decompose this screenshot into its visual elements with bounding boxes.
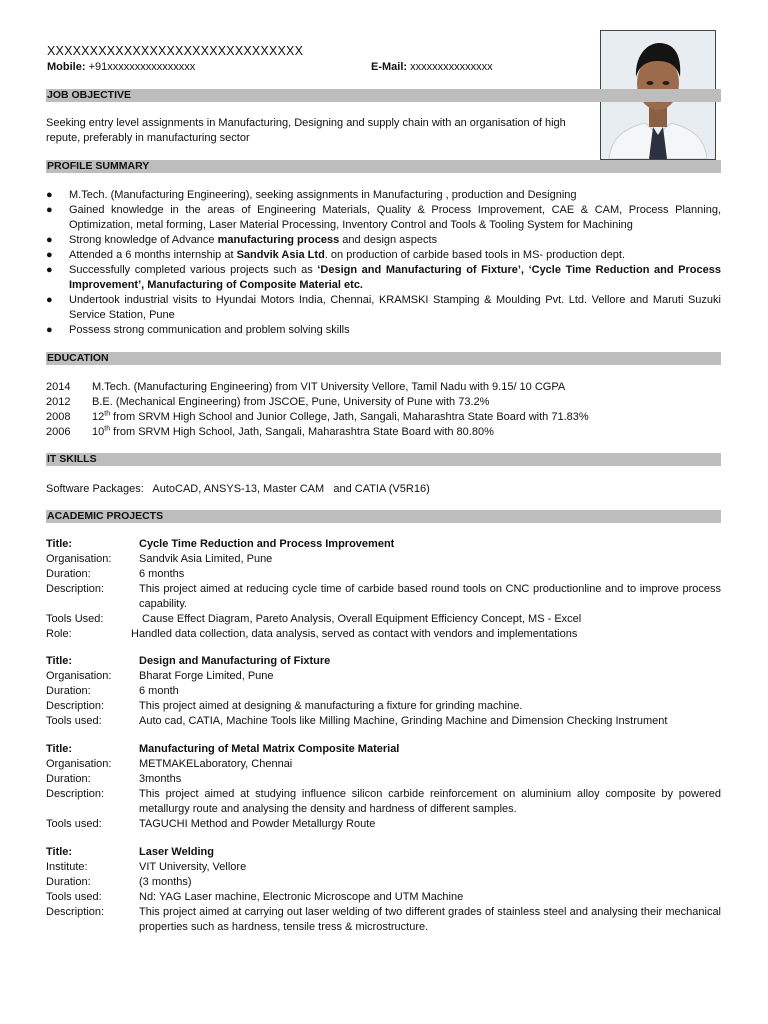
project-tools: TAGUCHI Method and Powder Metallurgy Route — [139, 818, 376, 830]
candidate-name: XXXXXXXXXXXXXXXXXXXXXXXXXXXXXX — [47, 44, 304, 58]
summary-item: ● Possess strong communication and problem solving skills — [46, 324, 350, 336]
education-year: 2012 — [46, 396, 71, 408]
project-title: Laser Welding — [139, 846, 214, 858]
project-title: Design and Manufacturing of Fixture — [139, 655, 331, 667]
project-duration: 3months — [139, 773, 182, 785]
bullet-icon: ● — [46, 294, 53, 306]
project-role: Handled data collection, data analysis, served as contact with vendors and implementations — [131, 628, 578, 640]
project-entry: Title: Design and Manufacturing of Fixture Organisation: Bharat Forge Limited, Pune Duration: 6 month Description: This project aimed at designing & manufacturing a fixture for grinding machine. Tools used: Auto cad, CATIA, Machine Tools like Milling Machine, Grinding Machine and Dimension Checking Instrument — [46, 654, 721, 729]
mobile-line — [47, 61, 195, 73]
project-duration: 6 months — [139, 568, 185, 580]
project-description: This project aimed at carrying out laser welding of two different grades of stainless steel and analysing their mechanical properties such as hardness, tensile tress & microstructure. — [139, 906, 721, 933]
email-line — [371, 61, 493, 73]
bullet-icon: ● — [46, 324, 53, 336]
education-year: 2014 — [46, 381, 71, 393]
education-detail: 12th from SRVM High School and Junior College, Jath, Sangali, Maharashtra State Board with 71.83% — [92, 410, 589, 423]
it-skills-heading: IT SKILLS — [46, 453, 721, 466]
project-organisation: Sandvik Asia Limited, Pune — [139, 553, 273, 565]
project-entry: Title: Manufacturing of Metal Matrix Composite Material Organisation: METMAKELaboratory, Chennai Duration: 3months Description: This project aimed at studying influence silicon carbide reinforcement on aluminium alloy composite by powered metallurgy route and analysing the density and hardness of different samples. Tools used: TAGUCHI Method and Powder Metallurgy Route — [46, 743, 721, 830]
bullet-icon: ● — [46, 204, 53, 216]
email-value: xxxxxxxxxxxxxxx — [410, 61, 493, 73]
project-tools: Auto cad, CATIA, Machine Tools like Milling Machine, Grinding Machine and Dimension Checking Instrument — [139, 715, 668, 727]
bullet-icon: ● — [46, 264, 53, 276]
summary-item: ● Strong knowledge of Advance manufacturing process and design aspects — [46, 234, 438, 246]
bullet-icon: ● — [46, 189, 53, 201]
project-description: This project aimed at reducing cycle time of carbide based round tools on CNC productionline and to improve process capability. — [139, 583, 721, 610]
project-description: This project aimed at designing & manufacturing a fixture for grinding machine. — [139, 700, 523, 712]
project-institute: VIT University, Vellore — [139, 861, 247, 873]
project-organisation: Bharat Forge Limited, Pune — [139, 670, 274, 682]
project-duration: (3 months) — [139, 876, 192, 888]
education-detail: M.Tech. (Manufacturing Engineering) from VIT University Vellore, Tamil Nadu with 9.15/ 10 CGPA — [92, 381, 566, 393]
summary-item: ● Successfully completed various projects such as ‘Design and Manufacturing of Fixture’, ‘Cycle Time Reduction and Process Improvement’, Manufacturing of Composite Material etc. — [46, 264, 721, 291]
summary-item: ● Attended a 6 months internship at Sandvik Asia Ltd. on production of carbide based tools in MS- production dept. — [46, 249, 626, 261]
academic-projects-heading: ACADEMIC PROJECTS — [46, 510, 721, 523]
summary-item: ● M.Tech. (Manufacturing Engineering), seeking assignments in Manufacturing , production and Designing — [46, 189, 577, 201]
project-description: This project aimed at studying influence silicon carbide reinforcement on aluminium alloy composite by powered metallurgy route and analysing the density and hardness of different samples. — [139, 788, 721, 815]
bullet-icon: ● — [46, 249, 53, 261]
job-objective-text: Seeking entry level assignments in Manufacturing, Designing and supply chain with an organisation of high repute, preferably in manufacturing sector — [46, 117, 566, 144]
education-heading: EDUCATION — [46, 352, 721, 365]
profile-summary-list — [46, 188, 721, 338]
bullet-icon: ● — [46, 234, 53, 246]
education-year: 2008 — [46, 411, 71, 423]
education-year: 2006 — [46, 426, 71, 438]
project-organisation: METMAKELaboratory, Chennai — [139, 758, 293, 770]
education-detail: B.E. (Mechanical Engineering) from JSCOE, Pune, University of Pune with 73.2% — [92, 396, 490, 408]
project-tools: Nd: YAG Laser machine, Electronic Microscope and UTM Machine — [139, 891, 464, 903]
summary-item: ● Gained knowledge in the areas of Engineering Materials, Quality & Process Improvement, CAE & CAM, Process Planning, Optimization, metal forming, Laser Material Processing, Inventory Control and Tools & Tooling System for Machining — [46, 204, 721, 231]
job-objective-heading: JOB OBJECTIVE — [46, 89, 721, 102]
project-title: Cycle Time Reduction and Process Improvement — [139, 538, 395, 550]
profile-summary-heading: PROFILE SUMMARY — [46, 160, 721, 173]
project-duration: 6 month — [139, 685, 179, 697]
summary-item: ● Undertook industrial visits to Hyundai Motors India, Chennai, KRAMSKI Stamping & Moulding Pvt. Ltd. Vellore and Maruti Suzuki Service Station, Pune — [46, 294, 721, 321]
it-skills-text: Software Packages: AutoCAD, ANSYS-13, Master CAM and CATIA (V5R16) — [46, 483, 430, 495]
education-detail: 10th from SRVM High School, Jath, Sangali, Maharashtra State Board with 80.80% — [92, 425, 494, 438]
project-entry: Title: Laser Welding Institute: VIT University, Vellore Duration: (3 months) Tools used: Nd: YAG Laser machine, Electronic Microscope and UTM Machine Description: This project aimed at carrying out laser welding of two different grades of stainless steel and analysing their mechanical properties such as hardness, tensile tress & microstructure. — [46, 846, 721, 933]
mobile-label: Mobile: — [47, 61, 86, 73]
project-tools: Cause Effect Diagram, Pareto Analysis, Overall Equipment Efficiency Concept, MS - Excel — [139, 613, 582, 625]
mobile-value: +91xxxxxxxxxxxxxxxx — [88, 61, 196, 73]
project-title: Manufacturing of Metal Matrix Composite Material — [139, 743, 400, 755]
project-entry: Title: Cycle Time Reduction and Process Improvement Organisation: Sandvik Asia Limited, Pune Duration: 6 months Description: This project aimed at reducing cycle time of carbide based round tools on CNC productionline and to improve process capability. Tools Used: Cause Effect Diagram, Pareto Analysis, Overall Equipment Efficiency Concept, MS - Excel Role: Handled data collection, data analysis, served as contact with vendors and implementations — [46, 538, 721, 640]
email-label: E-Mail: — [371, 61, 408, 73]
